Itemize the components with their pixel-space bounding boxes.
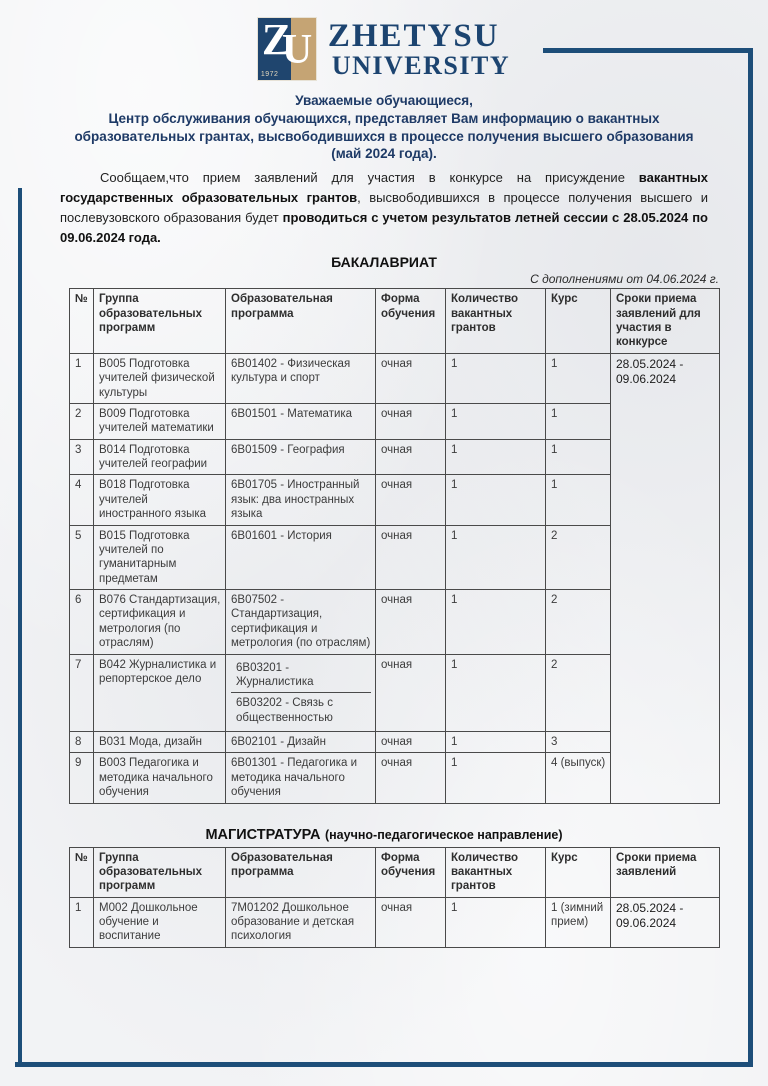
header-deadline: Сроки приема заявлений [611, 847, 720, 897]
header-course: Курс [546, 847, 611, 897]
cell-grants: 1 [446, 897, 546, 947]
cell-deadline: 28.05.2024 - 09.06.2024 [611, 897, 720, 947]
bachelor-header-row [70, 289, 720, 354]
cell-group: B003 Педагогика и методика начального обучения [94, 753, 226, 803]
logo-letter-u: U [281, 27, 313, 73]
cell-course: 2 [546, 590, 611, 655]
cell-program: 6B02101 - Дизайн [226, 732, 376, 753]
header-program: Образовательная программа [226, 289, 376, 354]
cell-no: 5 [70, 525, 94, 590]
cell-form: очная [376, 732, 446, 753]
cell-program: 6B01705 - Иностранный язык: два иностранных языка [226, 475, 376, 525]
cell-form: очная [376, 403, 446, 439]
header-program: Образовательная программа [226, 847, 376, 897]
header-no: № [70, 289, 94, 354]
header-no: № [70, 847, 94, 897]
cell-program: 7M01202 Дошкольное образование и детская психология [226, 897, 376, 947]
cell-group: B015 Подготовка учителей по гуманитарным предметам [94, 525, 226, 590]
notice-text-2: , высвободившихся в процессе получения высшего и послевузовского образования будет [60, 190, 708, 225]
logo-letter-z: Z [261, 15, 292, 64]
cell-program-sub: 6B03201 - Журналистика [236, 661, 314, 688]
wordmark-line2: UNIVERSITY [331, 50, 511, 80]
cell-no: 4 [70, 475, 94, 525]
cell-grants: 1 [446, 654, 546, 732]
cell-grants: 1 [446, 525, 546, 590]
frame-line-right [748, 48, 753, 1067]
master-header-row [70, 847, 720, 897]
cell-course: 1 [546, 353, 611, 403]
cell-deadline-merged: 28.05.2024 - 09.06.2024 [611, 353, 720, 803]
cell-form: очная [376, 897, 446, 947]
table-row [70, 897, 720, 947]
university-logo-icon [258, 15, 316, 80]
intro-heading [60, 92, 708, 163]
notice-text-1: Сообщаем,что прием заявлений для участия в конкурсе на присуждение [100, 170, 639, 186]
cell-program: 6B01301 - Педагогика и методика начального обучения [226, 753, 376, 803]
notice-bold-1: вакантных государственных образовательных грантов [60, 170, 708, 205]
cell-program: 6B07502 - Стандартизация, сертификация и метрология (по отраслям) [226, 590, 376, 655]
amendment-note: С дополнениями от 04.06.2024 г. [530, 272, 719, 287]
header-form: Форма обучения [376, 847, 446, 897]
cell-no: 7 [70, 654, 94, 732]
frame-line-bottom [15, 1062, 753, 1067]
cell-grants: 1 [446, 403, 546, 439]
cell-grants: 1 [446, 475, 546, 525]
university-wordmark [327, 17, 511, 80]
logo-year: 1972 [260, 71, 279, 78]
master-table [69, 847, 720, 948]
bachelor-title: БАКАЛАВРИАТ [331, 254, 437, 271]
header-deadline: Сроки приема заявлений для участия в конкурсе [611, 289, 720, 354]
cell-grants: 1 [446, 439, 546, 475]
cell-form: очная [376, 590, 446, 655]
cell-grants: 1 [446, 732, 546, 753]
master-subtitle: (научно-педагогическое направление) [324, 827, 563, 842]
cell-group: M002 Дошкольное обучение и воспитание [94, 897, 226, 947]
frame-line-top-right [543, 48, 753, 53]
master-heading [0, 826, 768, 844]
header-course: Курс [546, 289, 611, 354]
cell-form: очная [376, 654, 446, 732]
cell-form: очная [376, 475, 446, 525]
cell-program: 6B01601 - История [226, 525, 376, 590]
cell-program: 6B01509 - География [226, 439, 376, 475]
cell-form: очная [376, 353, 446, 403]
cell-no: 6 [70, 590, 94, 655]
cell-no: 1 [70, 353, 94, 403]
cell-no: 9 [70, 753, 94, 803]
cell-form: очная [376, 439, 446, 475]
cell-group: B005 Подготовка учителей физической культуры [94, 353, 226, 403]
cell-course: 1 [546, 403, 611, 439]
wordmark-line1: ZHETYSU [327, 17, 500, 54]
frame-line-left [18, 188, 22, 1067]
cell-group: B009 Подготовка учителей математики [94, 403, 226, 439]
cell-no: 2 [70, 403, 94, 439]
header-group: Группа образовательных программ [94, 289, 226, 354]
header-grants: Количество вакантных грантов [446, 847, 546, 897]
table-row [70, 353, 720, 403]
cell-course: 2 [546, 654, 611, 732]
notice-paragraph [60, 168, 708, 247]
cell-group: B031 Мода, дизайн [94, 732, 226, 753]
cell-no: 1 [70, 897, 94, 947]
cell-form: очная [376, 753, 446, 803]
cell-course: 1 (зимний прием) [546, 897, 611, 947]
cell-program-split [226, 654, 376, 732]
cell-program: 6B01402 - Физическая культура и спорт [226, 353, 376, 403]
master-title: МАГИСТРАТУРА [205, 826, 321, 843]
cell-program-sub: 6B03202 - Связь с общественностью [231, 692, 371, 728]
cell-group: B076 Стандартизация, сертификация и метрология (по отраслям) [94, 590, 226, 655]
cell-course: 4 (выпуск) [546, 753, 611, 803]
cell-grants: 1 [446, 353, 546, 403]
cell-grants: 1 [446, 753, 546, 803]
cell-no: 8 [70, 732, 94, 753]
cell-course: 1 [546, 439, 611, 475]
cell-course: 3 [546, 732, 611, 753]
cell-group: B014 Подготовка учителей географии [94, 439, 226, 475]
cell-group: B018 Подготовка учителей иностранного языка [94, 475, 226, 525]
cell-form: очная [376, 525, 446, 590]
cell-program: 6B01501 - Математика [226, 403, 376, 439]
intro-line-body: Центр обслуживания обучающихся, представляет Вам информацию о вакантных образовательных грантах, высвободившихся в процессе получения высшего образования (май 2024 года). [74, 110, 694, 162]
notice-bold-2: проводиться с учетом результатов летней сессии с 28.05.2024 по 09.06.2024 года. [60, 209, 708, 245]
cell-group: B042 Журналистика и репортерское дело [94, 654, 226, 732]
header-form: Форма обучения [376, 289, 446, 354]
cell-course: 1 [546, 475, 611, 525]
header-grants: Количество вакантных грантов [446, 289, 546, 354]
header-group: Группа образовательных программ [94, 847, 226, 897]
header [0, 0, 768, 86]
bachelor-table [69, 288, 720, 803]
cell-grants: 1 [446, 590, 546, 655]
cell-course: 2 [546, 525, 611, 590]
intro-line-salutation: Уважаемые обучающиеся, [295, 93, 473, 108]
cell-no: 3 [70, 439, 94, 475]
